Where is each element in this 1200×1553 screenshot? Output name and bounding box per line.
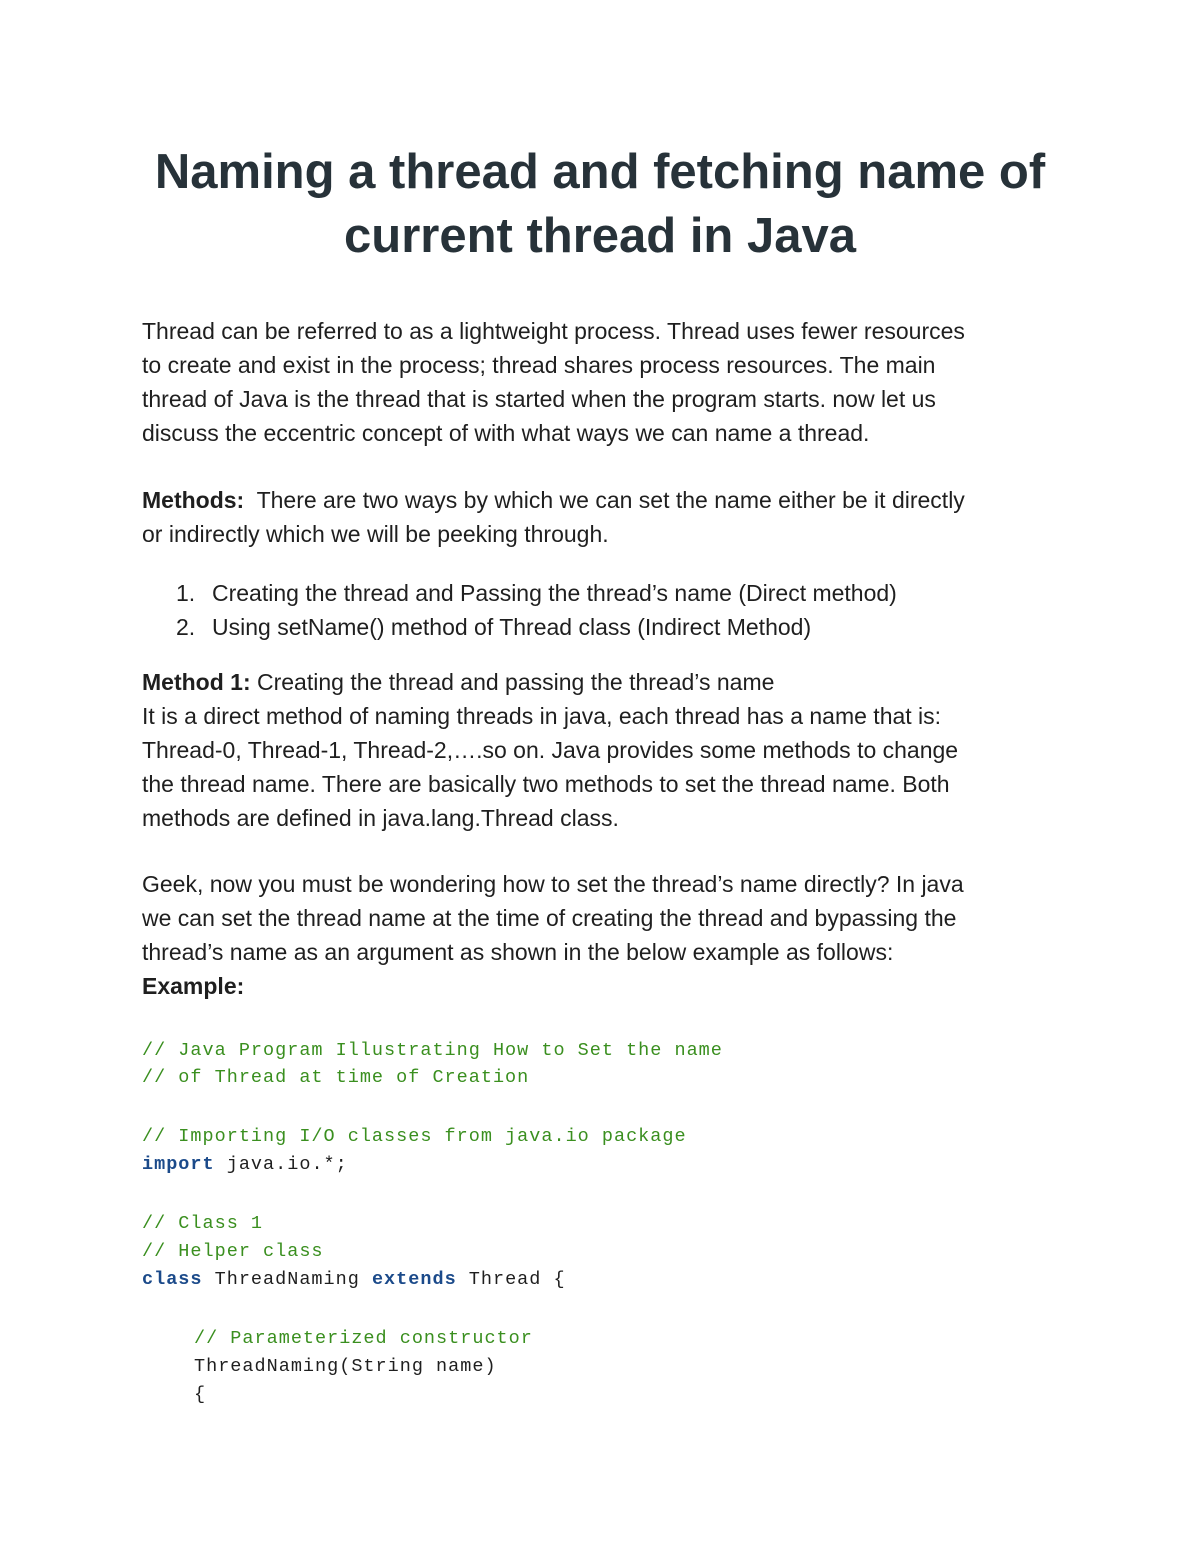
code-comment: // Parameterized constructor — [194, 1328, 533, 1349]
page-title — [100, 140, 1100, 268]
code-comment: // Java Program Illustrating How to Set the name — [142, 1040, 723, 1061]
method1-label: Method 1: — [142, 669, 251, 695]
list-number: 2. — [176, 614, 196, 640]
method1-heading — [142, 665, 1072, 699]
list-text: Using setName() method of Thread class (Indirect Method) — [212, 614, 812, 640]
code-keyword: extends — [371, 1269, 457, 1290]
code-text: Thread { — [456, 1269, 566, 1290]
list-text: Creating the thread and Passing the thread’s name (Direct method) — [212, 580, 897, 606]
method1-line: It is a direct method of naming threads in java, each thread has a name that is: — [142, 703, 942, 729]
code-import-line — [142, 1151, 348, 1179]
list-item — [142, 576, 1072, 610]
methods-line-2: or indirectly which we will be peeking through. — [142, 521, 609, 547]
example-label: Example: — [142, 973, 245, 999]
method1-heading-text: Creating the thread and passing the thread’s name — [250, 669, 775, 695]
intro-line: discuss the eccentric concept of with what ways we can name a thread. — [142, 420, 870, 446]
code-class-line — [142, 1266, 566, 1294]
methods-line-1-text: There are two ways by which we can set the name either be it directly — [244, 487, 965, 513]
method1-line: the thread name. There are basically two methods to set the thread name. Both — [142, 771, 950, 797]
list-item — [142, 610, 1072, 644]
intro-line: Thread can be referred to as a lightweight process. Thread uses fewer resources — [142, 318, 965, 344]
methods-list — [142, 576, 1072, 644]
code-keyword: import — [142, 1154, 215, 1175]
geek-paragraph — [142, 867, 1072, 1003]
code-brace-line: { — [194, 1384, 207, 1405]
method1-paragraph — [142, 665, 1072, 835]
title-line-1: Naming a thread and fetching name of — [154, 145, 1046, 199]
geek-line: thread’s name as an argument as shown in the below example as follows: — [142, 939, 894, 965]
intro-line: thread of Java is the thread that is started when the program starts. now let us — [142, 386, 936, 412]
code-constructor-line: ThreadNaming(String name) — [194, 1356, 497, 1377]
code-comment: // Class 1 — [142, 1213, 264, 1234]
method1-line: Thread-0, Thread-1, Thread-2,….so on. Java provides some methods to change — [142, 737, 959, 763]
code-comment: // Importing I/O classes from java.io package — [142, 1126, 687, 1147]
methods-paragraph — [142, 483, 1072, 551]
list-number: 1. — [176, 580, 196, 606]
method1-line: methods are defined in java.lang.Thread class. — [142, 805, 619, 831]
title-line-2: current thread in Java — [344, 209, 856, 263]
code-comment: // Helper class — [142, 1241, 324, 1262]
code-text: ThreadNaming — [202, 1269, 372, 1290]
code-keyword: class — [142, 1269, 203, 1290]
geek-line: Geek, now you must be wondering how to set the thread’s name directly? In java — [142, 871, 964, 897]
geek-line: we can set the thread name at the time of creating the thread and bypassing the — [142, 905, 957, 931]
methods-label: Methods: — [142, 487, 245, 513]
methods-line-1 — [142, 483, 1072, 517]
code-text: java.io.*; — [214, 1154, 348, 1175]
code-comment: // of Thread at time of Creation — [142, 1067, 530, 1088]
intro-paragraph — [142, 314, 1072, 450]
intro-line: to create and exist in the process; thread shares process resources. The main — [142, 352, 936, 378]
